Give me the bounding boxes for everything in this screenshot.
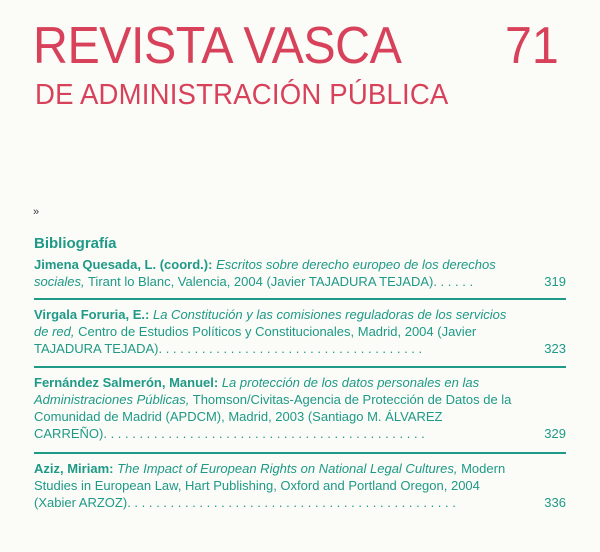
- entry-details: Thomson/Civitas-Agencia de Protección de Datos de la Comunidad de Madrid (APDCM), Madrid, 2003 (Santiago M. ÁLVAREZ CARREÑO): [34, 392, 512, 441]
- dot-leader: . . . . . . . . . . . . . . . . . . . . . . . . . . . . . . . . . . . . . . . . . . . . . .: [127, 495, 456, 510]
- dot-leader: . . . . . . . . . . . . . . . . . . . . . . . . . . . . . . . . . . . . .: [158, 341, 423, 356]
- entry-work-title: The Impact of European Rights on National Legal Cultures,: [117, 461, 458, 476]
- entry-page-number[interactable]: 329: [544, 426, 566, 441]
- bibliography-entry: [34, 374, 566, 442]
- entry-page-number[interactable]: 323: [544, 341, 566, 356]
- entry-details: Centro de Estudios Políticos y Constitucionales, Madrid, 2004 (Javier TAJADURA TEJADA): [34, 324, 477, 356]
- entry-author: Jimena Quesada, L. (coord.):: [34, 257, 213, 272]
- entry-work-title: Escritos sobre derecho europeo de los derechos sociales,: [34, 257, 496, 289]
- entry-author: Fernández Salmerón, Manuel:: [34, 375, 219, 390]
- separator-line: [34, 366, 566, 368]
- dot-leader: . . . . . . . . . . . . . . . . . . . . . . . . . . . . . . . . . . . . . . . . . . . . .: [103, 426, 425, 441]
- bibliography-entry: [34, 460, 566, 511]
- entry-author: Virgala Foruria, E.:: [34, 307, 150, 322]
- journal-title: REVISTA VASCA: [33, 17, 402, 75]
- entry-page-number[interactable]: 336: [544, 495, 566, 510]
- guillemet-mark: »: [33, 206, 40, 218]
- entry-work-title: La protección de los datos personales en las Administraciones Públicas,: [34, 375, 480, 407]
- entry-details: Modern Studies in European Law, Hart Publishing, Oxford and Portland Oregon, 2004 (Xabier ARZOZ): [34, 461, 506, 510]
- issue-number: 71: [505, 17, 559, 75]
- entry-page-number[interactable]: 319: [544, 274, 566, 289]
- entry-work-title: La Constitución y las comisiones reguladoras de los servicios de red,: [34, 307, 507, 339]
- separator-line: [34, 298, 566, 300]
- section-title: Bibliografía: [34, 235, 117, 252]
- entry-author: Aziz, Miriam:: [34, 461, 114, 476]
- bibliography-entry: [34, 306, 566, 357]
- journal-subtitle: DE ADMINISTRACIÓN PÚBLICA: [35, 79, 449, 111]
- bibliography-entry: [34, 256, 566, 290]
- entry-details: Tirant lo Blanc, Valencia, 2004 (Javier TAJADURA TEJADA): [87, 274, 434, 289]
- dot-leader: . . . . . .: [433, 274, 474, 289]
- separator-line: [34, 452, 566, 454]
